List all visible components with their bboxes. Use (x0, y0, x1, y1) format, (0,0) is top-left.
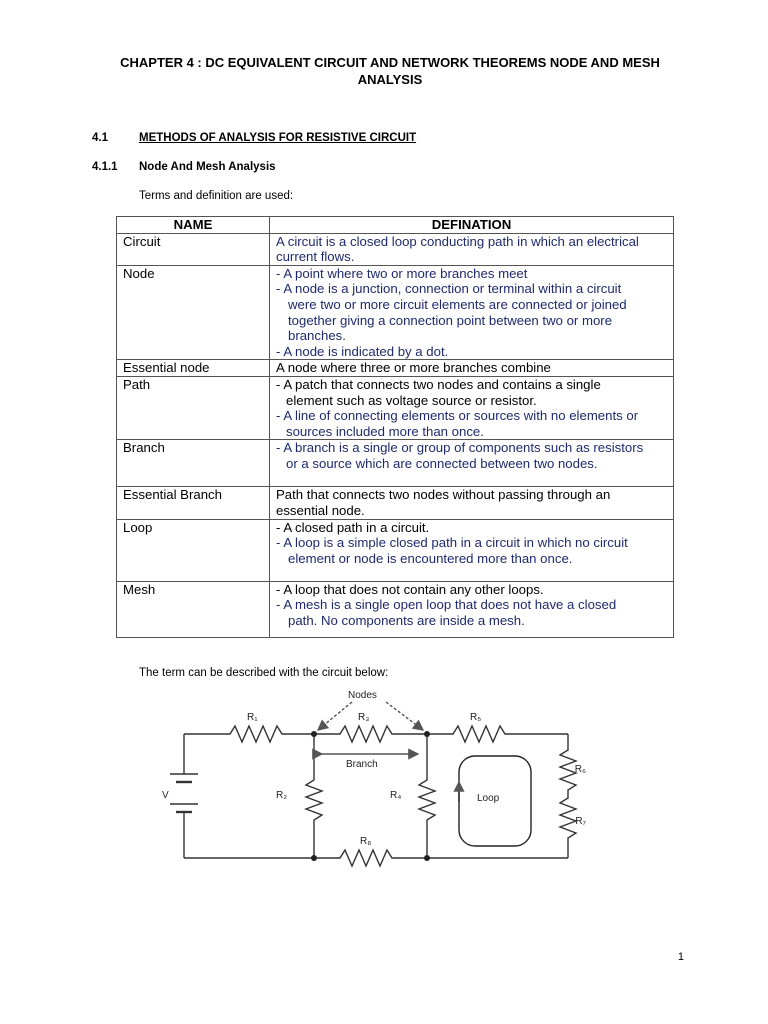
header-definition: DEFINATION (270, 217, 674, 234)
table-row (117, 519, 674, 581)
label-r5: R₅ (470, 712, 482, 723)
subsection-heading: Node And Mesh Analysis (139, 161, 276, 173)
page-number: 1 (677, 951, 684, 963)
circuit-diagram (150, 684, 590, 874)
term-definition: - A point where two or more branches meet - A node is a junction, connection or terminal within a circuit were two or more circuit elements are connected or joined together giving a connection point between two or more branches. - A node is indicated by a dot. (270, 265, 674, 360)
bottom-wire (184, 850, 568, 866)
table-header-row (117, 217, 674, 234)
top-wire (184, 726, 568, 742)
node-pointer-left (318, 702, 352, 730)
circuit-caption: The term can be described with the circuit below: (139, 667, 389, 679)
label-r2: R₂ (276, 790, 288, 801)
label-r4: R₄ (390, 790, 402, 801)
table-row (117, 360, 674, 377)
section-number: 4.1 (92, 132, 108, 144)
table-row (117, 265, 674, 360)
term-name: Path (117, 376, 270, 439)
node-dot (311, 855, 317, 861)
r2-wire (306, 734, 322, 858)
node-dot (311, 731, 317, 737)
header-name: NAME (117, 217, 270, 234)
label-r1: R₁ (247, 712, 258, 723)
term-name: Essential node (117, 360, 270, 377)
label-loop: Loop (477, 793, 500, 804)
table-row (117, 233, 674, 265)
label-r6: R₆ (574, 764, 586, 775)
page-title: CHAPTER 4 : DC EQUIVALENT CIRCUIT AND NETWORK THEOREMS NODE AND MESH ANALYSIS (120, 55, 660, 87)
term-definition: - A branch is a single or group of components such as resistors or a source which are connected between two nodes. (270, 440, 674, 487)
table-row (117, 376, 674, 439)
term-name: Loop (117, 519, 270, 581)
table-row (117, 581, 674, 638)
term-name: Essential Branch (117, 487, 270, 519)
term-name: Branch (117, 440, 270, 487)
definitions-table (116, 216, 674, 638)
label-r7: R₇ (575, 816, 586, 827)
table-row (117, 487, 674, 519)
term-definition: - A patch that connects two nodes and contains a single element such as voltage source or resistor. - A line of connecting elements or sources with no elements or sources included more than once. (270, 376, 674, 439)
term-name: Mesh (117, 581, 270, 638)
subsection-number: 4.1.1 (92, 161, 118, 173)
label-r3: R₃ (358, 712, 370, 723)
label-nodes: Nodes (348, 690, 377, 701)
right-wire (560, 734, 576, 858)
term-name: Circuit (117, 233, 270, 265)
term-name: Node (117, 265, 270, 360)
term-definition: - A closed path in a circuit. - A loop is a simple closed path in a circuit in which no circuit element or node is encountered more than once. (270, 519, 674, 581)
r4-wire (419, 734, 435, 858)
table-row (117, 440, 674, 487)
label-branch: Branch (346, 759, 378, 770)
label-r8: R₈ (360, 836, 372, 847)
term-definition: - A loop that does not contain any other loops. - A mesh is a single open loop that does not have a closed path. No components are inside a mesh. (270, 581, 674, 638)
section-heading: METHODS OF ANALYSIS FOR RESISTIVE CIRCUIT (139, 132, 417, 144)
term-definition: A circuit is a closed loop conducting path in which an electrical current flows. (270, 233, 674, 265)
label-v: V (162, 790, 169, 801)
term-definition: Path that connects two nodes without passing through an essential node. (270, 487, 674, 519)
node-dot (424, 731, 430, 737)
term-definition: A node where three or more branches combine (270, 360, 674, 377)
node-dot (424, 855, 430, 861)
node-pointer-right (386, 702, 423, 730)
intro-text: Terms and definition are used: (139, 190, 294, 202)
